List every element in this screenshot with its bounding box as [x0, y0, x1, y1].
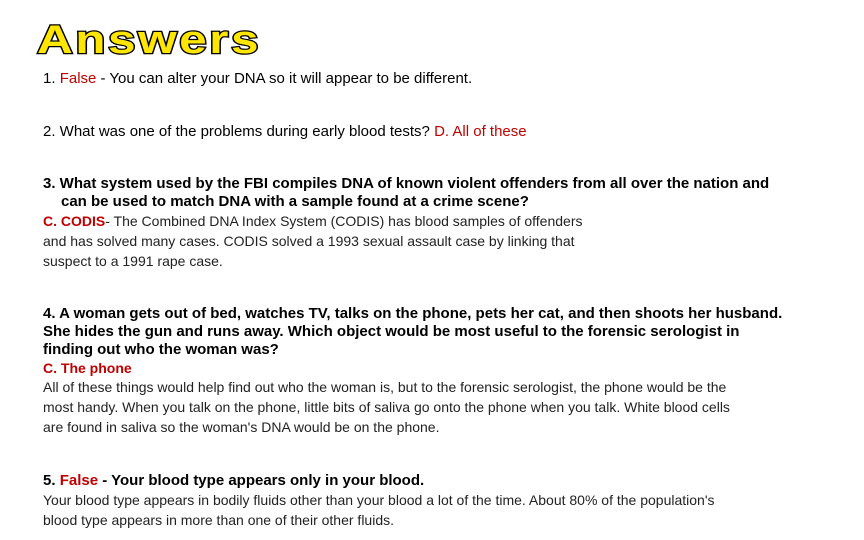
q5-text: - Your blood type appears only in your blood.: [98, 472, 425, 489]
q1-text: - You can alter your DNA so it will appear to be different.: [96, 70, 473, 87]
q4-explanation-2: most handy. When you talk on the phone, little bits of saliva go onto the phone when you talk. White blood cells: [43, 399, 730, 415]
q3-line-2: can be used to match DNA with a sample found at a crime scene?: [61, 193, 529, 210]
q4-line-2: She hides the gun and runs away. Which object would be most useful to the forensic serologist in: [43, 323, 740, 340]
q3-explanation-1: - The Combined DNA Index System (CODIS) has blood samples of offenders: [105, 213, 583, 229]
q4-line-1: 4. A woman gets out of bed, watches TV, talks on the phone, pets her cat, and then shoots her husband.: [43, 305, 783, 322]
page-title: [34, 18, 266, 60]
question-5: [43, 472, 846, 530]
q3-answer: C. CODIS: [43, 213, 106, 229]
q5-prefix: 5.: [43, 472, 60, 489]
q1-answer: False: [59, 70, 97, 87]
question-3: [43, 175, 846, 271]
question-1: [43, 70, 846, 88]
q5-explanation-2: blood type appears in more than one of their other fluids.: [43, 512, 394, 528]
q4-explanation-1: All of these things would help find out who the woman is, but to the forensic serologist, the phone would be the: [43, 379, 727, 395]
q3-explanation-2: and has solved many cases. CODIS solved a 1993 sexual assault case by linking that: [43, 233, 575, 249]
title-wordart: [34, 18, 266, 60]
q2-answer: D. All of these: [434, 123, 527, 140]
q2-text: 2. What was one of the problems during early blood tests?: [43, 123, 435, 140]
question-4: [43, 305, 846, 437]
q5-explanation-1: Your blood type appears in bodily fluids other than your blood a lot of the time. About 80% of the population's: [43, 492, 715, 508]
q4-answer: C. The phone: [43, 360, 132, 376]
q4-explanation-3: are found in saliva so the woman's DNA would be on the phone.: [43, 419, 440, 435]
q5-answer: False: [59, 472, 99, 489]
title-text: Answers: [37, 18, 261, 60]
q1-prefix: 1.: [43, 70, 60, 87]
q4-line-3: finding out who the woman was?: [43, 341, 279, 358]
q3-line-1: 3. What system used by the FBI compiles DNA of known violent offenders from all over the nation and: [43, 175, 770, 192]
question-2: [43, 123, 846, 141]
q3-explanation-3: suspect to a 1991 rape case.: [43, 253, 223, 269]
